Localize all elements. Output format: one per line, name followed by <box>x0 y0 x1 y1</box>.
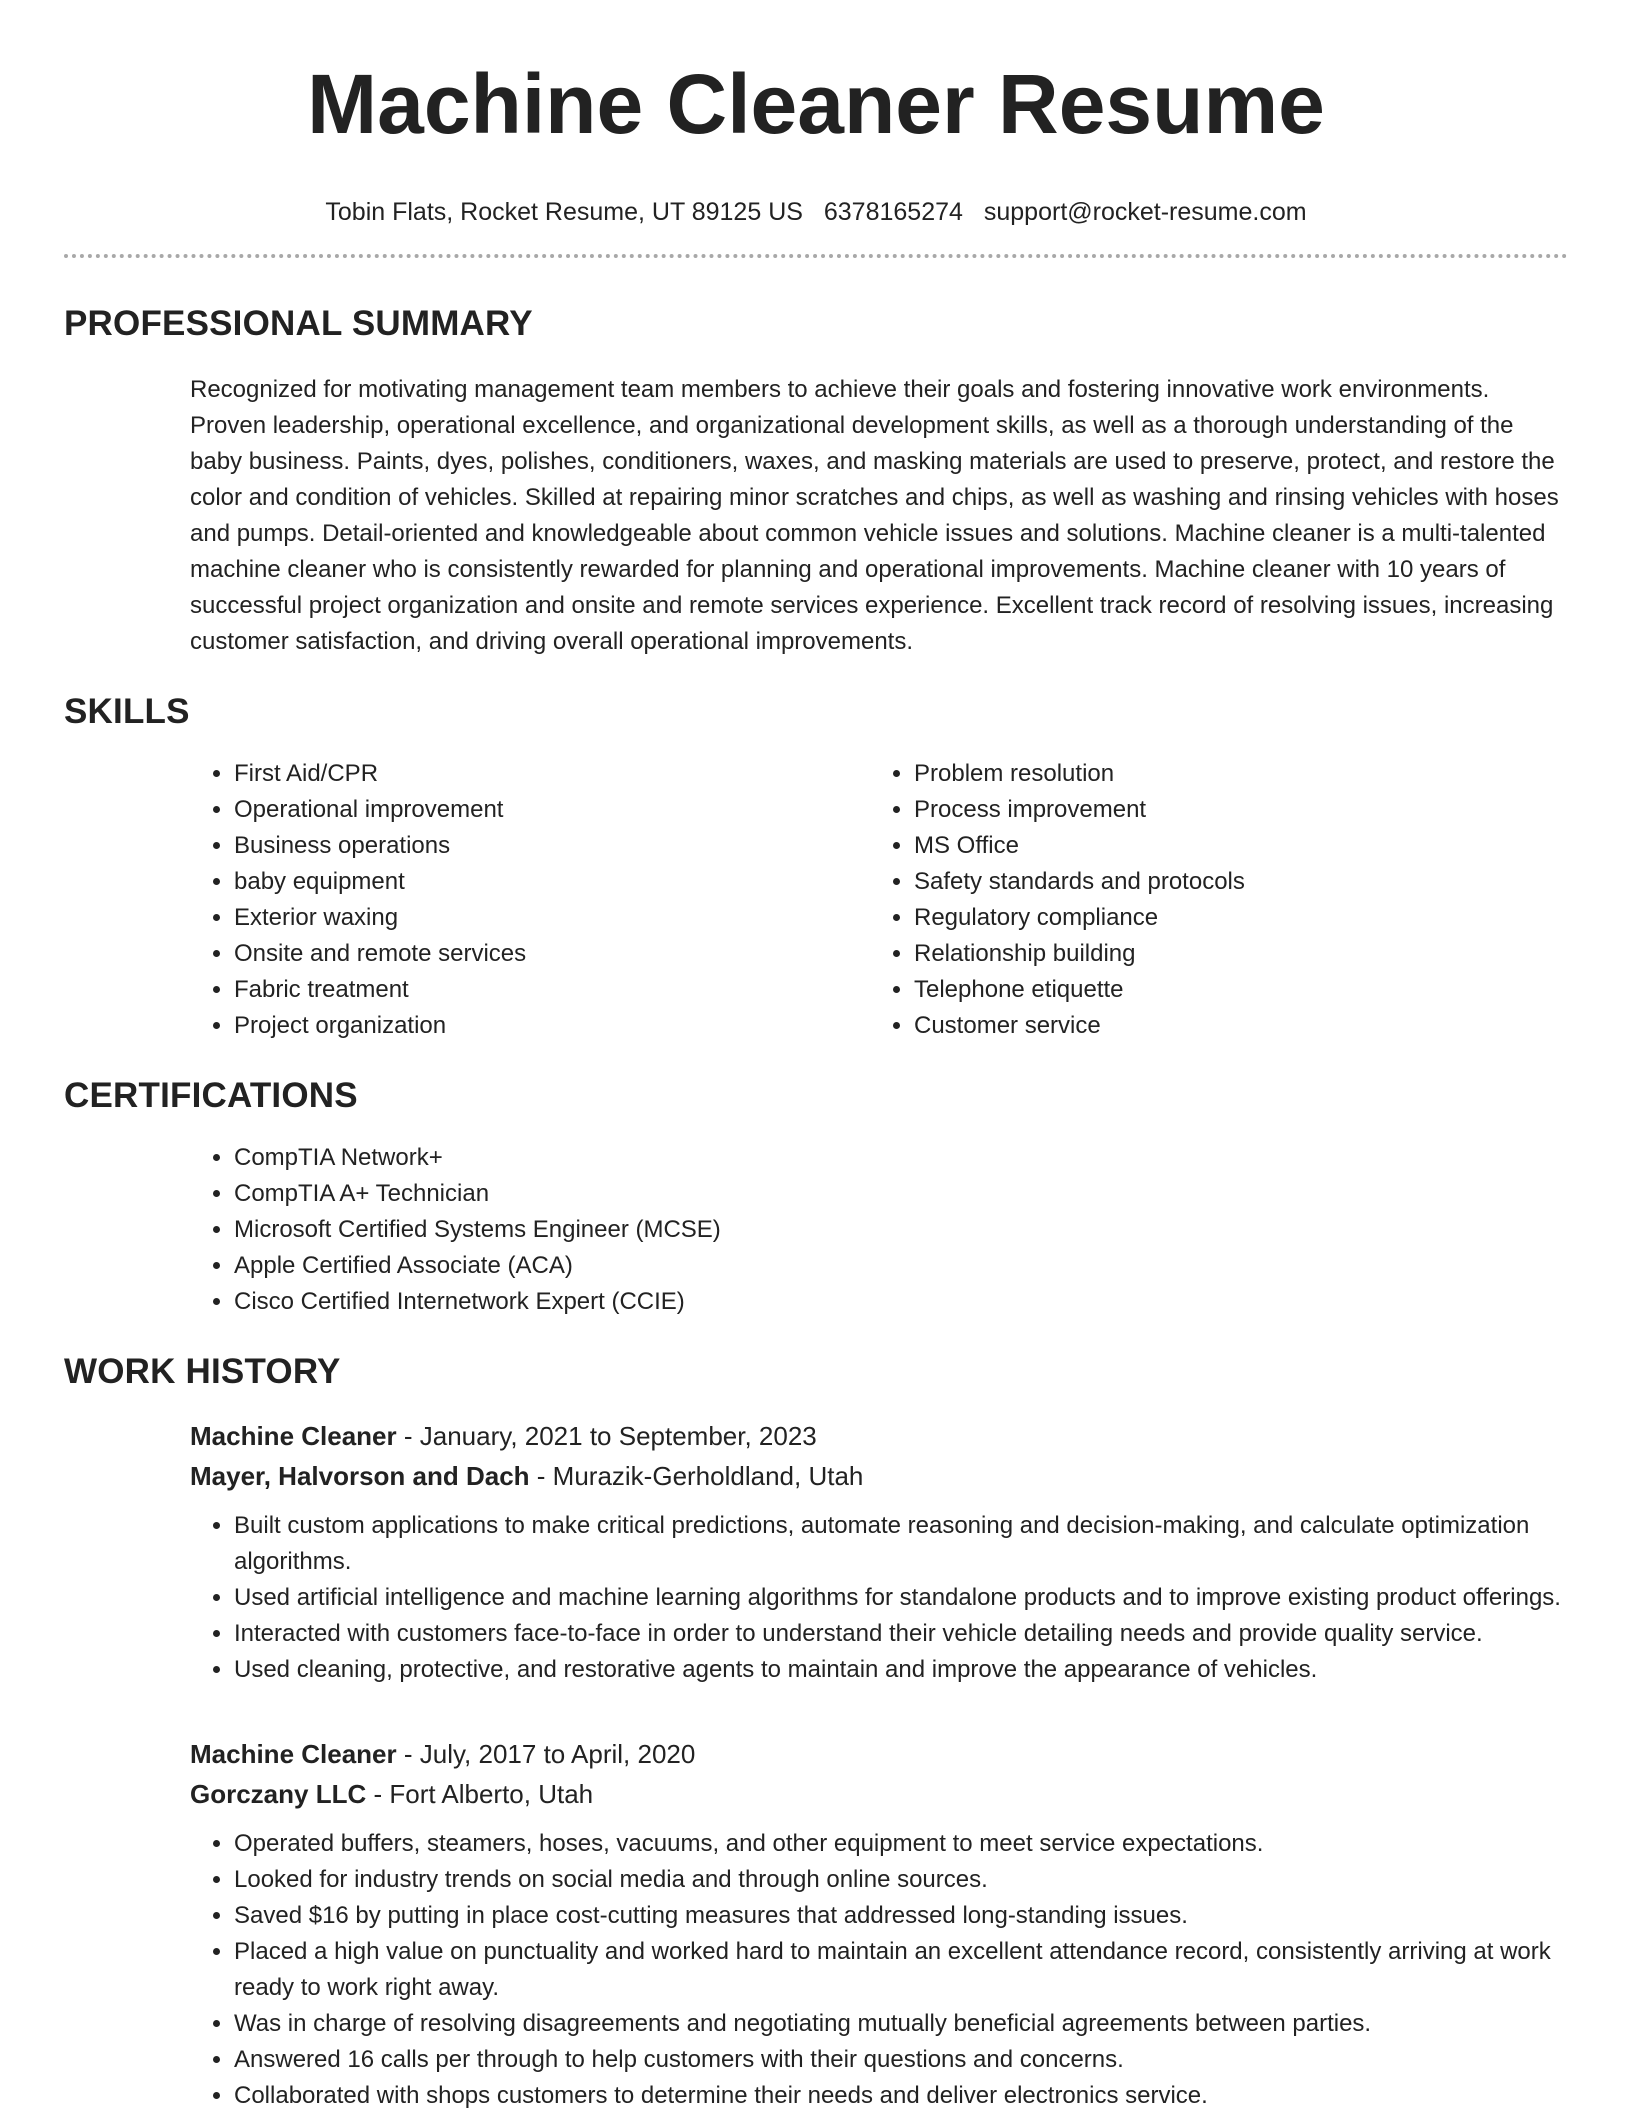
skill-item: • Safety standards and protocols <box>914 864 1550 900</box>
skill-item: • Relationship building <box>914 936 1550 972</box>
job-bullet: • Collaborated with shops customers to determine their needs and deliver electronics service. <box>234 2078 1568 2114</box>
job-entry <box>190 1416 1568 1688</box>
job-location: - Fort Alberto, Utah <box>366 1779 594 1809</box>
certification-item: • CompTIA A+ Technician <box>234 1176 1568 1212</box>
skill-item: • Fabric treatment <box>234 972 870 1008</box>
job-company-line <box>190 1774 1568 1814</box>
job-title: Machine Cleaner <box>190 1739 397 1769</box>
job-title-line <box>190 1416 1568 1456</box>
certification-item: • Apple Certified Associate (ACA) <box>234 1248 1568 1284</box>
contact-phone: 6378165274 <box>823 198 963 226</box>
job-bullet: • Was in charge of resolving disagreements and negotiating mutually beneficial agreements between parties. <box>234 2006 1568 2042</box>
skills-list <box>190 756 1568 1044</box>
skill-item: • Problem resolution <box>914 756 1550 792</box>
job-bullet: • Answered 16 calls per through to help customers with their questions and concerns. <box>234 2042 1568 2078</box>
certifications-list <box>190 1140 1568 1320</box>
job-bullet: • Built custom applications to make critical predictions, automate reasoning and decision-making, and calculate optimization algorithms. <box>234 1508 1568 1580</box>
job-bullets <box>190 1508 1568 1688</box>
job-bullet: • Operated buffers, steamers, hoses, vacuums, and other equipment to meet service expectations. <box>234 1826 1568 1862</box>
job-bullet: • Placed a high value on punctuality and worked hard to maintain an excellent attendance record, consistently arriving at work ready to work right away. <box>234 1934 1568 2006</box>
job-bullet: • Used artificial intelligence and machine learning algorithms for standalone products and to improve existing product offerings. <box>234 1580 1568 1616</box>
header-divider <box>64 254 1568 258</box>
summary-heading: PROFESSIONAL SUMMARY <box>64 304 533 343</box>
skill-item: • Operational improvement <box>234 792 870 828</box>
contact-line <box>64 196 1568 228</box>
job-company: Gorczany LLC <box>190 1779 367 1809</box>
job-bullet: • Interacted with customers face-to-face in order to understand their vehicle detailing needs and provide quality service. <box>234 1616 1568 1652</box>
work-history-heading: WORK HISTORY <box>64 1352 341 1391</box>
job-bullet: • Saved $16 by putting in place cost-cutting measures that addressed long-standing issues. <box>234 1898 1568 1934</box>
contact-address: Tobin Flats, Rocket Resume, UT 89125 US <box>325 198 803 226</box>
job-title: Machine Cleaner <box>190 1421 397 1451</box>
skill-item: • MS Office <box>914 828 1550 864</box>
skill-item: • baby equipment <box>234 864 870 900</box>
skill-item: • Customer service <box>914 1008 1550 1044</box>
job-dates: - January, 2021 to September, 2023 <box>396 1421 817 1451</box>
skills-column-right <box>870 756 1550 1044</box>
skill-item: • Business operations <box>234 828 870 864</box>
certification-item: • Microsoft Certified Systems Engineer (MCSE) <box>234 1212 1568 1248</box>
job-company-line <box>190 1456 1568 1496</box>
skill-item: • Exterior waxing <box>234 900 870 936</box>
resume-title: Machine Cleaner Resume <box>307 57 1325 151</box>
certification-item: • Cisco Certified Internetwork Expert (CCIE) <box>234 1284 1568 1320</box>
job-title-line <box>190 1734 1568 1774</box>
job-entry <box>190 1734 1568 2114</box>
job-bullets <box>190 1826 1568 2114</box>
job-dates: - July, 2017 to April, 2020 <box>396 1739 696 1769</box>
summary-text: Recognized for motivating management team members to achieve their goals and fostering innovative work environments. Proven leadership, operational excellence, and organizational development skills, as well as a thorough understanding of the baby business. Paints, dyes, polishes, conditioners, waxes, and masking materials are used to preserve, protect, and restore the color and condition of vehicles. Skilled at repairing minor scratches and chips, as well as washing and rinsing vehicles with hoses and pumps. Detail-oriented and knowledgeable about common vehicle issues and solutions. Machine cleaner is a multi-talented machine cleaner who is consistently rewarded for planning and operational improvements. Machine cleaner with 10 years of successful project organization and onsite and remote services experience. Excellent track record of resolving issues, increasing customer satisfaction, and driving overall operational improvements. <box>190 376 1559 655</box>
skills-column-left <box>190 756 870 1044</box>
skill-item: • Project organization <box>234 1008 870 1044</box>
skills-heading: SKILLS <box>64 692 190 731</box>
job-company: Mayer, Halvorson and Dach <box>190 1461 530 1491</box>
resume-page <box>64 0 1568 2114</box>
job-location: - Murazik-Gerholdland, Utah <box>529 1461 864 1491</box>
skill-item: • Process improvement <box>914 792 1550 828</box>
certifications-heading: CERTIFICATIONS <box>64 1076 358 1115</box>
contact-email: support@rocket-resume.com <box>983 198 1307 226</box>
skill-item: • Regulatory compliance <box>914 900 1550 936</box>
skill-item: • Telephone etiquette <box>914 972 1550 1008</box>
job-bullet: • Used cleaning, protective, and restorative agents to maintain and improve the appearance of vehicles. <box>234 1652 1568 1688</box>
certification-item: • CompTIA Network+ <box>234 1140 1568 1176</box>
skill-item: • First Aid/CPR <box>234 756 870 792</box>
job-bullet: • Looked for industry trends on social media and through online sources. <box>234 1862 1568 1898</box>
skill-item: • Onsite and remote services <box>234 936 870 972</box>
